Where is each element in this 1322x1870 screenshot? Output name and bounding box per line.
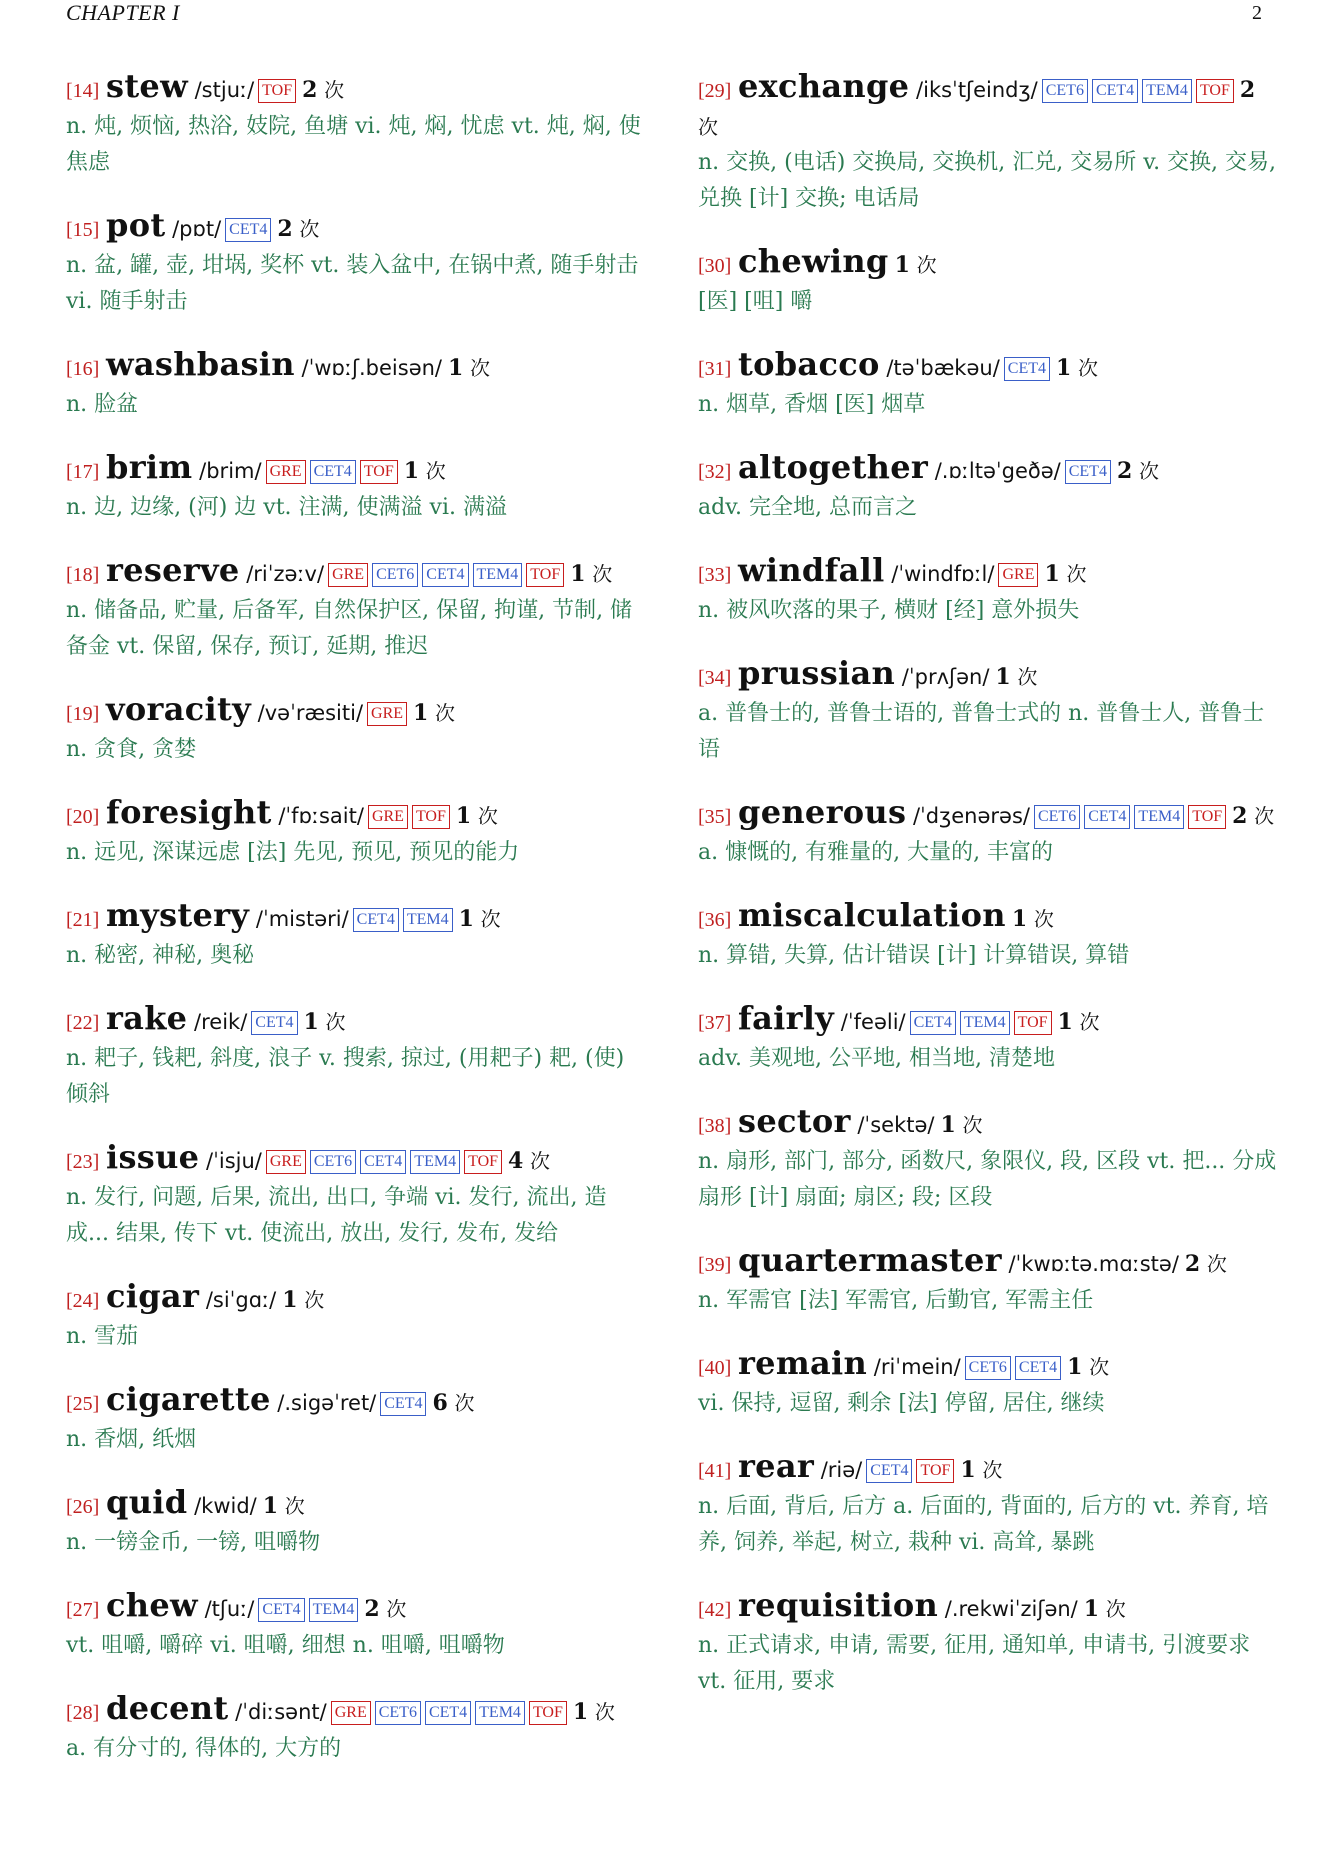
count-unit: 次 [284, 1494, 305, 1518]
definition: n. 一镑金币, 一镑, 咀嚼物 [66, 1530, 321, 1555]
vocab-entry [66, 691, 646, 768]
occurrence-count: 1 [995, 664, 1011, 690]
page-number: 2 [1252, 2, 1262, 24]
headword: issue [106, 1138, 200, 1176]
headword: miscalculation [738, 896, 1006, 934]
phonetic: /ˈmistəri/ [255, 907, 349, 931]
count-unit: 次 [480, 907, 501, 931]
exam-tag-cet4: CET4 [1092, 79, 1138, 103]
occurrence-count: 1 [262, 1493, 279, 1519]
entry-headline [66, 449, 646, 490]
occurrence-count: 1 [413, 700, 429, 726]
definition: n. 交换, (电话) 交换局, 交换机, 汇兑, 交易所 v. 交换, 交易, 兑换 [计] 交换; 电话局 [698, 150, 1277, 211]
entry-headline [698, 1000, 1278, 1041]
count-unit: 次 [435, 701, 456, 725]
headword: brim [106, 448, 193, 486]
count-unit: 次 [1078, 356, 1098, 380]
phonetic: /stjuː/ [194, 78, 255, 102]
exam-tag-cet6: CET6 [375, 1701, 421, 1725]
headword: prussian [738, 654, 896, 692]
occurrence-count: 4 [508, 1148, 524, 1174]
headword: cigarette [106, 1380, 271, 1418]
entry-index: [27] [66, 1599, 100, 1621]
exam-tag-cet4: CET4 [310, 460, 356, 484]
vocab-entry [698, 1000, 1278, 1077]
exam-tag-gre: GRE [367, 702, 407, 726]
entry-index: [15] [66, 219, 100, 241]
left-column [66, 68, 646, 1793]
exam-tag-cet4: CET4 [1084, 805, 1130, 829]
phonetic: /təˈbækəu/ [886, 356, 1000, 380]
entry-index: [17] [66, 461, 100, 483]
exam-tag-tof: TOF [360, 460, 398, 484]
occurrence-count: 1 [1067, 1354, 1083, 1380]
count-unit: 次 [1206, 1252, 1227, 1276]
entry-index: [31] [698, 358, 732, 380]
exam-tag-cet4: CET4 [1065, 460, 1111, 484]
occurrence-count: 1 [1044, 561, 1060, 587]
headword: cigar [106, 1277, 200, 1315]
exam-tag-cet4: CET4 [380, 1392, 426, 1416]
entry-index: [25] [66, 1393, 100, 1415]
entry-index: [21] [66, 909, 100, 931]
phonetic: /ˈsektə/ [857, 1113, 935, 1137]
headword: remain [738, 1344, 868, 1382]
phonetic: /ˈisju/ [206, 1149, 262, 1173]
count-unit: 次 [530, 1149, 551, 1173]
headword: tobacco [738, 345, 880, 383]
entry-index: [28] [66, 1702, 100, 1724]
entry-headline [66, 346, 646, 387]
exam-tag-tof: TOF [529, 1701, 567, 1725]
exam-tag-tem4: TEM4 [1134, 805, 1184, 829]
occurrence-count: 1 [455, 803, 472, 829]
occurrence-count: 1 [960, 1457, 976, 1483]
count-unit: 次 [477, 804, 498, 828]
vocab-entry [698, 1345, 1278, 1422]
exam-tag-cet6: CET6 [1042, 79, 1088, 103]
exam-tag-tem4: TEM4 [1142, 79, 1192, 103]
definition: n. 远见, 深谋远虑 [法] 先见, 预见, 预见的能力 [66, 840, 520, 865]
exam-tag-gre: GRE [998, 563, 1038, 587]
count-unit: 次 [592, 562, 613, 586]
entry-index: [39] [698, 1254, 732, 1276]
vocab-entry [698, 1103, 1278, 1216]
count-unit: 次 [386, 1597, 407, 1621]
vocab-entry [66, 552, 646, 665]
vocab-entry [698, 68, 1278, 217]
entry-headline [698, 449, 1278, 490]
occurrence-count: 1 [570, 561, 586, 587]
definition: n. 算错, 失算, 估计错误 [计] 计算错误, 算错 [698, 943, 1130, 968]
exam-tag-cet4: CET4 [1004, 357, 1050, 381]
vocab-entry [698, 1242, 1278, 1319]
vocab-entry [698, 552, 1278, 629]
exam-tag-tof: TOF [464, 1150, 502, 1174]
entry-headline [698, 243, 1278, 284]
exam-tag-tof: TOF [526, 563, 564, 587]
vocab-entry [66, 207, 646, 320]
entry-index: [33] [698, 564, 732, 586]
entry-headline [66, 1484, 646, 1525]
occurrence-count: 2 [1239, 77, 1256, 103]
phonetic: /ˈdiːsənt/ [235, 1700, 327, 1724]
vocab-entry [698, 794, 1278, 871]
definition: a. 普鲁士的, 普鲁士语的, 普鲁士式的 n. 普鲁士人, 普鲁士语 [698, 701, 1265, 762]
vocab-entry [66, 794, 646, 871]
phonetic: /brim/ [199, 459, 262, 483]
occurrence-count: 1 [1083, 1596, 1100, 1622]
definition: n. 香烟, 纸烟 [66, 1427, 197, 1452]
phonetic: /siˈgɑː/ [205, 1288, 277, 1312]
occurrence-count: 1 [448, 355, 464, 381]
entry-index: [40] [698, 1357, 732, 1379]
exam-tag-gre: GRE [331, 1701, 371, 1725]
phonetic: /riˈzəːv/ [246, 562, 325, 586]
count-unit: 次 [962, 1113, 983, 1137]
entry-headline [66, 1587, 646, 1628]
occurrence-count: 1 [403, 458, 420, 484]
entry-headline [66, 897, 646, 938]
definition: n. 脸盆 [66, 392, 139, 417]
entry-headline [66, 1000, 646, 1041]
entry-headline [698, 1587, 1278, 1628]
definition: [医] [咀] 嚼 [698, 289, 813, 314]
exam-tag-tem4: TEM4 [473, 563, 523, 587]
vocab-entry [66, 449, 646, 526]
occurrence-count: 2 [1232, 803, 1248, 829]
occurrence-count: 1 [894, 252, 910, 278]
count-unit: 次 [304, 1288, 325, 1312]
phonetic: /tʃuː/ [204, 1597, 255, 1621]
entry-headline [66, 1381, 646, 1422]
occurrence-count: 1 [1011, 906, 1028, 932]
definition: n. 烟草, 香烟 [医] 烟草 [698, 392, 926, 417]
entry-index: [20] [66, 806, 100, 828]
occurrence-count: 2 [1184, 1251, 1201, 1277]
entry-headline [66, 68, 646, 109]
vocab-entry [698, 1587, 1278, 1700]
headword: voracity [106, 690, 251, 728]
entry-headline [66, 1690, 646, 1731]
headword: chew [106, 1586, 198, 1624]
entry-headline [698, 1242, 1278, 1283]
headword: quid [106, 1483, 188, 1521]
vocab-entry [698, 897, 1278, 974]
exam-tag-cet4: CET4 [422, 563, 468, 587]
definition: adv. 完全地, 总而言之 [698, 495, 917, 520]
vocab-entry [66, 1381, 646, 1458]
vocab-entry [698, 655, 1278, 768]
headword: generous [738, 793, 907, 831]
definition: n. 炖, 烦恼, 热浴, 妓院, 鱼塘 vi. 炖, 焖, 忧虑 vt. 炖, 焖, 使焦虑 [66, 114, 641, 175]
definition: n. 正式请求, 申请, 需要, 征用, 通知单, 申请书, 引渡要求 vt. 征用, 要求 [698, 1633, 1251, 1694]
occurrence-count: 1 [1057, 1009, 1073, 1035]
exam-tag-cet4: CET4 [425, 1701, 471, 1725]
entry-headline [698, 346, 1278, 387]
definition: n. 储备品, 贮量, 后备军, 自然保护区, 保留, 拘谨, 节制, 储备金 vt. 保留, 保存, 预订, 延期, 推迟 [66, 598, 633, 659]
entry-headline [66, 691, 646, 732]
exam-tag-gre: GRE [328, 563, 368, 587]
exam-tag-tof: TOF [1196, 79, 1234, 103]
occurrence-count: 1 [303, 1009, 319, 1035]
occurrence-count: 6 [432, 1390, 448, 1416]
count-unit: 次 [982, 1458, 1003, 1482]
definition: n. 雪茄 [66, 1324, 139, 1349]
vocab-entry [66, 1278, 646, 1355]
occurrence-count: 1 [458, 906, 474, 932]
exam-tag-cet6: CET6 [965, 1356, 1011, 1380]
phonetic: /ˈwindfɒːl/ [891, 562, 995, 586]
phonetic: /kwid/ [194, 1494, 257, 1518]
exam-tag-cet4: CET4 [251, 1011, 297, 1035]
exam-tag-tem4: TEM4 [309, 1598, 359, 1622]
exam-tag-gre: GRE [266, 1150, 306, 1174]
exam-tag-cet4: CET4 [258, 1598, 304, 1622]
headword: windfall [738, 551, 885, 589]
phonetic: /reik/ [194, 1010, 248, 1034]
count-unit: 次 [1066, 562, 1087, 586]
exam-tag-tem4: TEM4 [410, 1150, 460, 1174]
occurrence-count: 1 [572, 1699, 589, 1725]
definition: n. 被风吹落的果子, 横财 [经] 意外损失 [698, 598, 1080, 623]
exam-tag-cet4: CET4 [1015, 1356, 1061, 1380]
vocab-entry [698, 1448, 1278, 1561]
exam-tag-cet6: CET6 [372, 563, 418, 587]
entry-index: [35] [698, 806, 732, 828]
exam-tag-cet6: CET6 [310, 1150, 356, 1174]
vocab-entry [698, 346, 1278, 423]
exam-tag-tof: TOF [1188, 805, 1226, 829]
count-unit: 次 [1079, 1010, 1100, 1034]
phonetic: /riˈmein/ [873, 1355, 961, 1379]
phonetic: /ˈwɒːʃ.beisən/ [301, 356, 443, 380]
occurrence-count: 2 [277, 216, 293, 242]
definition: n. 盆, 罐, 壶, 坩埚, 奖杯 vt. 装入盆中, 在锅中煮, 随手射击 vi. 随手射击 [66, 253, 639, 314]
headword: fairly [738, 999, 835, 1037]
definition: a. 慷慨的, 有雅量的, 大量的, 丰富的 [698, 840, 1054, 865]
entry-index: [19] [66, 703, 100, 725]
occurrence-count: 1 [940, 1112, 956, 1138]
definition: n. 扇形, 部门, 部分, 函数尺, 象限仪, 段, 区段 vt. 把... 分成扇形 [计] 扇面; 扇区; 段; 区段 [698, 1149, 1277, 1210]
count-unit: 次 [698, 115, 718, 139]
exam-tag-cet4: CET4 [360, 1150, 406, 1174]
vocab-entry [66, 346, 646, 423]
headword: mystery [106, 896, 250, 934]
entry-index: [37] [698, 1012, 732, 1034]
entry-headline [698, 552, 1278, 593]
exam-tag-tof: TOF [412, 805, 450, 829]
entry-index: [29] [698, 80, 732, 102]
definition: n. 后面, 背后, 后方 a. 后面的, 背面的, 后方的 vt. 养育, 培养, 饲养, 举起, 树立, 栽种 vi. 高耸, 暴跳 [698, 1494, 1269, 1555]
entry-headline [698, 1345, 1278, 1386]
definition: n. 秘密, 神秘, 奥秘 [66, 943, 255, 968]
headword: sector [738, 1102, 851, 1140]
definition: n. 耙子, 钱耙, 斜度, 浪子 v. 搜索, 掠过, (用耙子) 耙, (使) 倾斜 [66, 1046, 625, 1107]
entry-index: [14] [66, 80, 100, 102]
count-unit: 次 [470, 356, 491, 380]
definition: vi. 保持, 逗留, 剩余 [法] 停留, 居住, 继续 [698, 1391, 1105, 1416]
count-unit: 次 [594, 1700, 615, 1724]
occurrence-count: 2 [1116, 458, 1133, 484]
entry-index: [41] [698, 1460, 732, 1482]
exam-tag-tem4: TEM4 [960, 1011, 1010, 1035]
phonetic: /.ɒːltəˈgeðə/ [934, 459, 1061, 483]
headword: stew [106, 67, 188, 105]
entry-headline [698, 897, 1278, 938]
definition: adv. 美观地, 公平地, 相当地, 清楚地 [698, 1046, 1055, 1071]
entry-headline [698, 1448, 1278, 1489]
right-column [698, 68, 1278, 1726]
exam-tag-gre: GRE [368, 805, 408, 829]
entry-headline [698, 794, 1278, 835]
headword: decent [106, 1689, 229, 1727]
definition: n. 贪食, 贪婪 [66, 737, 197, 762]
entry-index: [34] [698, 667, 732, 689]
exam-tag-tof: TOF [258, 79, 296, 103]
count-unit: 次 [1254, 804, 1275, 828]
vocab-entry [66, 68, 646, 181]
headword: quartermaster [738, 1241, 1002, 1279]
entry-index: [36] [698, 909, 732, 931]
phonetic: /.sigəˈret/ [277, 1391, 377, 1415]
count-unit: 次 [1017, 665, 1038, 689]
phonetic: /ˈprʌʃən/ [901, 665, 990, 689]
count-unit: 次 [325, 1010, 346, 1034]
entry-index: [22] [66, 1012, 100, 1034]
exam-tag-cet4: CET4 [225, 218, 271, 242]
definition: n. 发行, 问题, 后果, 流出, 出口, 争端 vi. 发行, 流出, 造成... 结果, 传下 vt. 使流出, 放出, 发行, 发布, 发给 [66, 1185, 607, 1246]
entry-index: [23] [66, 1151, 100, 1173]
phonetic: /riə/ [820, 1458, 863, 1482]
entry-headline [698, 68, 1278, 145]
count-unit: 次 [324, 78, 345, 102]
entry-headline [66, 552, 646, 593]
phonetic: /vəˈræsiti/ [257, 701, 364, 725]
headword: requisition [738, 1586, 939, 1624]
exam-tag-cet6: CET6 [1034, 805, 1080, 829]
entry-headline [698, 655, 1278, 696]
entry-index: [18] [66, 564, 100, 586]
phonetic: /ˈfɒːsait/ [278, 804, 364, 828]
exam-tag-gre: GRE [266, 460, 306, 484]
count-unit: 次 [1105, 1597, 1126, 1621]
phonetic: /ˈdʒenərəs/ [912, 804, 1030, 828]
phonetic: /pɒt/ [172, 217, 222, 241]
vocab-entry [66, 1690, 646, 1767]
entry-index: [24] [66, 1290, 100, 1312]
exam-tag-cet4: CET4 [910, 1011, 956, 1035]
count-unit: 次 [1138, 459, 1159, 483]
definition: n. 军需官 [法] 军需官, 后勤官, 军需主任 [698, 1288, 1094, 1313]
exam-tag-tof: TOF [916, 1459, 954, 1483]
headword: rake [106, 999, 188, 1037]
chapter-header: CHAPTER I [66, 0, 180, 25]
entry-index: [26] [66, 1496, 100, 1518]
vocab-entry [66, 897, 646, 974]
phonetic: /iksˈtʃeindʒ/ [916, 78, 1038, 102]
count-unit: 次 [454, 1391, 475, 1415]
count-unit: 次 [1089, 1355, 1110, 1379]
count-unit: 次 [916, 253, 937, 277]
headword: foresight [106, 793, 272, 831]
occurrence-count: 2 [364, 1596, 380, 1622]
vocab-entry [698, 243, 1278, 320]
headword: pot [106, 206, 166, 244]
vocab-entry [66, 1139, 646, 1252]
vocab-entry [66, 1587, 646, 1664]
definition: vt. 咀嚼, 嚼碎 vi. 咀嚼, 细想 n. 咀嚼, 咀嚼物 [66, 1633, 505, 1658]
occurrence-count: 2 [302, 77, 318, 103]
headword: rear [738, 1447, 815, 1485]
exam-tag-tem4: TEM4 [403, 908, 453, 932]
entry-index: [16] [66, 358, 100, 380]
entry-index: [32] [698, 461, 732, 483]
entry-headline [66, 794, 646, 835]
phonetic: /ˈkwɒːtə.mɑːstə/ [1008, 1252, 1179, 1276]
headword: altogether [738, 448, 929, 486]
vocab-entry [66, 1000, 646, 1113]
headword: reserve [106, 551, 240, 589]
phonetic: /ˈfeəli/ [840, 1010, 906, 1034]
headword: washbasin [106, 345, 295, 383]
vocab-entry [698, 449, 1278, 526]
count-unit: 次 [425, 459, 446, 483]
exam-tag-tof: TOF [1014, 1011, 1052, 1035]
occurrence-count: 1 [1056, 355, 1072, 381]
headword: exchange [738, 67, 910, 105]
phonetic: /.rekwiˈziʃən/ [944, 1597, 1078, 1621]
entry-headline [66, 1139, 646, 1180]
entry-headline [66, 1278, 646, 1319]
definition: n. 边, 边缘, (河) 边 vt. 注满, 使满溢 vi. 满溢 [66, 495, 507, 520]
exam-tag-cet4: CET4 [866, 1459, 912, 1483]
occurrence-count: 1 [282, 1287, 298, 1313]
exam-tag-tem4: TEM4 [475, 1701, 525, 1725]
definition: a. 有分寸的, 得体的, 大方的 [66, 1736, 342, 1761]
exam-tag-cet4: CET4 [353, 908, 399, 932]
entry-headline [698, 1103, 1278, 1144]
vocab-entry [66, 1484, 646, 1561]
count-unit: 次 [299, 217, 320, 241]
entry-index: [42] [698, 1599, 732, 1621]
count-unit: 次 [1033, 907, 1054, 931]
entry-index: [38] [698, 1115, 732, 1137]
entry-index: [30] [698, 255, 732, 277]
entry-headline [66, 207, 646, 248]
headword: chewing [738, 242, 889, 280]
